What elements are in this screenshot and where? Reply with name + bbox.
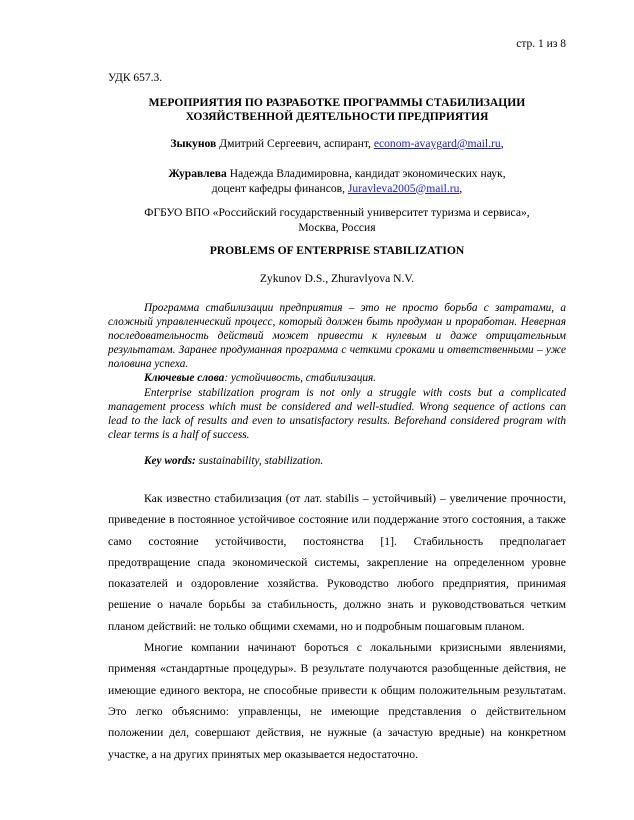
author-2-surname: Журавлева (168, 167, 227, 180)
abstract-english: Enterprise stabilization program is not only a struggle with costs but a complicated management process which must be considered and well-studied. Wrong sequence of actions can lead to the lack of results and even to unsatisfactory results. Beforehand considered program with clear terms is a half of success. (108, 387, 566, 442)
keywords-russian-values: : устойчивость, стабилизация. (224, 372, 377, 384)
author-2-position: доцент кафедры финансов, (211, 181, 348, 195)
author-2-details: Надежда Владимировна, кандидат экономических наук, (226, 167, 506, 180)
organization (108, 206, 566, 235)
author-2-email-link[interactable]: Juravleva2005@mail.ru (347, 181, 460, 195)
body-text (108, 488, 566, 765)
keywords-english-values: sustainability, stabilization. (195, 455, 324, 467)
keywords-english-label: Key words: (144, 455, 196, 467)
author-1-details: Дмитрий Сергеевич, аспирант, (216, 137, 374, 150)
author-1-tail: , (500, 137, 504, 150)
udk-code: УДК 657.3. (108, 72, 163, 84)
abstract-russian: Программа стабилизации предприятия – это не просто борьба с затратами, а сложный управленческий процесс, который должен быть продуман и проработан. Неверная последовательность действий может привести к нулевым и даже отрицательным результатам. Заранее продуманная программа с четкими сроками и ответственными – уже половина успеха. (108, 302, 566, 371)
organization-line-1: ФГБУО ВПО «Российский государственный университет туризма и сервиса», (144, 206, 530, 219)
body-paragraph-1: Как известно стабилизация (от лат. stabilis – устойчивый) – увеличение прочности, приведение в постоянное устойчивое состояние или поддержание этого состояния, а также само состояние устойчивости, постоянства [1]. Стабильность предполагает предотвращение спада экономической системы, закрепление на определенном уровне показателей и оздоровление хозяйства. Руководство любого предприятия, принимая решение о начале борьбы за стабильность, должно знать и руководствоваться четким планом действий: не только общими схемами, но и подробным пошаговым планом. (108, 492, 566, 633)
paper-title-line-1: МЕРОПРИЯТИЯ ПО РАЗРАБОТКЕ ПРОГРАММЫ СТАБИЛИЗАЦИИ (148, 96, 526, 109)
english-authors: Zykunov D.S., Zhuravlyova N.V. (259, 272, 415, 285)
author-2 (108, 167, 566, 196)
keywords-russian-label: Ключевые слова (144, 372, 225, 384)
author-1-email-link[interactable]: econom-avaygard@mail.ru (373, 137, 501, 150)
page-number: стр. 1 из 8 (516, 38, 566, 50)
keywords-english (144, 455, 323, 467)
english-title: PROBLEMS OF ENTERPRISE STABILIZATION (209, 244, 465, 257)
paper-title-line-2: ХОЗЯЙСТВЕННОЙ ДЕЯТЕЛЬНОСТИ ПРЕДПРИЯТИЯ (185, 110, 489, 123)
paper-title (108, 96, 566, 124)
author-1 (108, 137, 566, 152)
body-paragraph-2: Многие компании начинают бороться с локальными кризисными явлениями, применяя «стандартные процедуры». В результате получаются разобщенные действия, не имеющие единого вектора, не способные привести к общим положительным результатам. Это легко объяснимо: управленцы, не имеющие представления о действительном положении дел, совершают действия, не нужные (а зачастую вредные) на конкретном участке, а на других принятых мер оказывается недостаточно. (108, 641, 566, 761)
keywords-russian (144, 372, 376, 384)
author-2-tail: , (459, 181, 463, 195)
organization-line-2: Москва, Россия (298, 220, 376, 234)
author-1-surname: Зыкунов (170, 137, 217, 150)
